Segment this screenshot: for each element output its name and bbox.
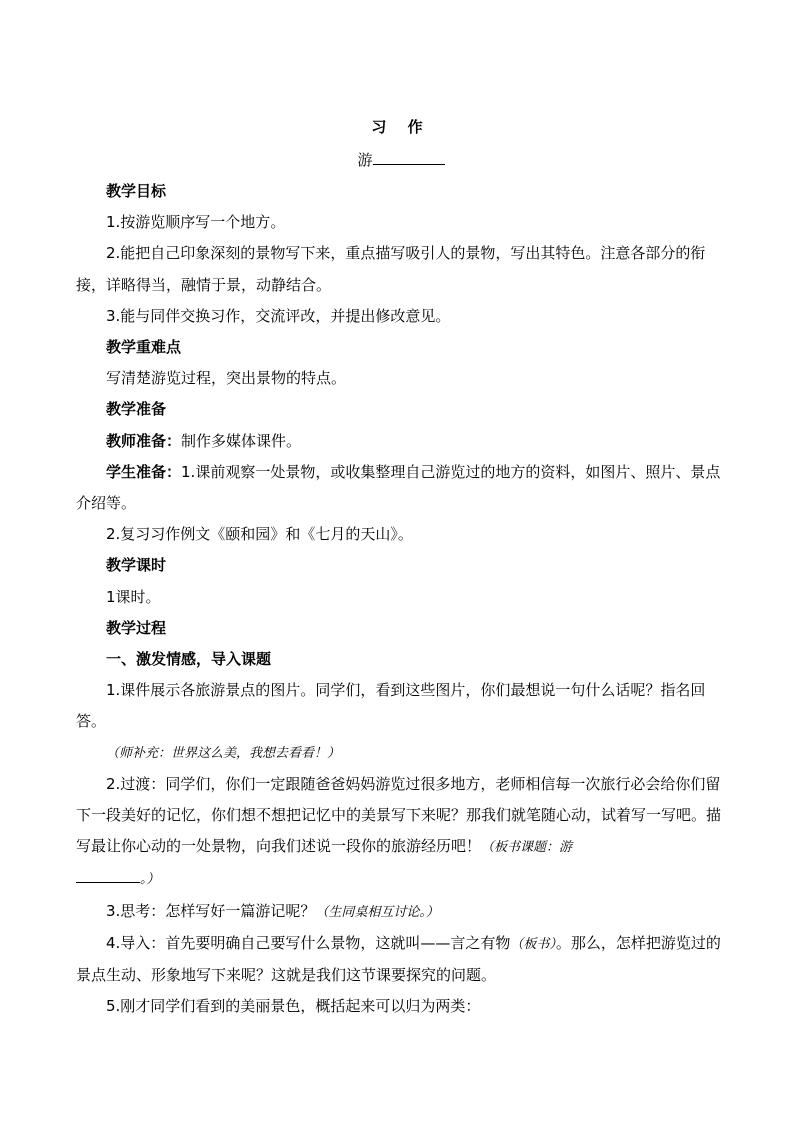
step-2-note: （板书课题：游 (481, 840, 573, 856)
step-3 (76, 896, 726, 928)
step-4-note: （板书） (510, 936, 556, 952)
step-2-note-end: 。） (140, 872, 160, 888)
student-text: 1.课前观察一处景物，或收集整理自己游览过的地方的资料，如图片、照片、景点介绍等。 (76, 462, 721, 513)
subtitle-blank (373, 148, 445, 165)
step-2-blank (76, 866, 140, 883)
step-1: 1.课件展示各旅游景点的图片。同学们，看到这些图片，你们最想说一句什么话呢？指名回答。 (76, 681, 706, 731)
key-heading: 教学重难点 (106, 338, 182, 357)
goals-heading: 教学目标 (106, 182, 167, 200)
page-subtitle (76, 145, 726, 176)
teacher-label: 教师准备： (106, 431, 182, 450)
student-prep-2: 2.复习习作例文《颐和园》和《七月的天山》。 (106, 525, 413, 544)
step-5: 5.刚才同学们看到的美丽景色，概括起来可以归为两类： (106, 997, 481, 1016)
goal-1: 1.按游览顺序写一个地方。 (106, 213, 286, 232)
step-3-text: 怎样写好一篇游记呢？ (165, 901, 316, 920)
step-2-label: 2.过渡： (106, 774, 166, 793)
section-1-heading: 一、激发情感，导入课题 (106, 650, 272, 669)
step-2 (76, 769, 726, 896)
step-2-text: 同学们，你们一定跟随爸爸妈妈游览过很多地方，老师相信每一次旅行必会给你们留下一段美好的记忆，你们想不想把记忆中的美景写下来呢？那我们就笔随心动，试着写一写吧。描写最让你心动的一处景物，向我们述说一段你的旅游经历吧！ (76, 774, 722, 856)
teacher-prep (76, 426, 726, 457)
student-label: 学生准备： (106, 462, 182, 481)
step-3-label: 3.思考： (106, 901, 166, 920)
process-heading: 教学过程 (106, 618, 167, 637)
step-3-note: （生同桌相互讨论。） (315, 904, 439, 920)
key-text: 写清楚游览过程，突出景物的特点。 (106, 369, 347, 388)
teacher-text: 制作多媒体课件。 (181, 431, 302, 450)
goal-2: 2.能把自己印象深刻的景物写下来，重点描写吸引人的景物，写出其特色。注意各部分的衔接，详略得当，融情于景，动静结合。 (76, 244, 706, 294)
goal-3: 3.能与同伴交换习作，交流评改，并提出修改意见。 (106, 306, 451, 325)
prep-heading: 教学准备 (106, 400, 167, 419)
page-title: 习 作 (371, 118, 431, 136)
step-4-text-a: 首先要明确自己要写什么景物，这就叫——言之有物 (165, 933, 511, 952)
step-4 (76, 928, 726, 991)
document-page (76, 112, 726, 1022)
step-4-text-b: 。那么，怎样把游览过的景点生动、形象地写下来呢？这就是我们这节课要探究的问题。 (76, 933, 721, 985)
hours-text: 1课时。 (106, 587, 161, 606)
step-1-note: （师补充：世界这么美，我想去看看！） (106, 745, 341, 761)
subtitle-prefix: 游 (357, 151, 373, 169)
student-prep (76, 457, 726, 519)
step-4-label: 4.导入： (106, 933, 166, 952)
hours-heading: 教学课时 (106, 556, 167, 575)
